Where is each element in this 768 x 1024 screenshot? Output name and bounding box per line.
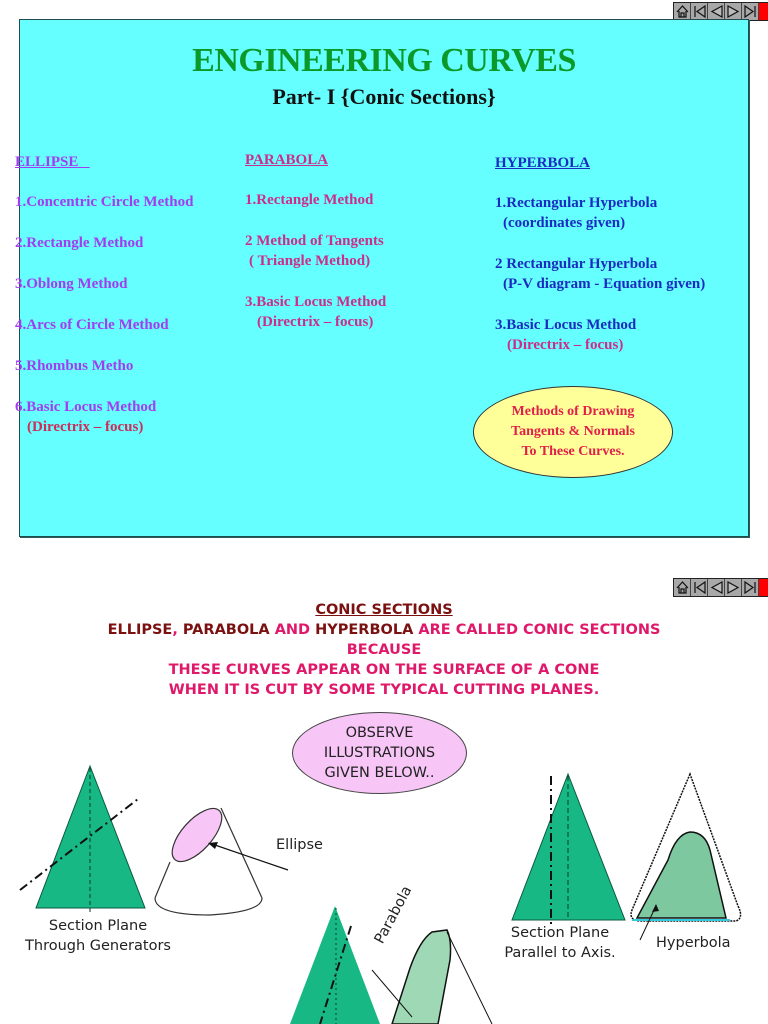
hyperbola-label: Hyperbola (656, 935, 731, 951)
section-generators-label (18, 916, 178, 956)
intro-line-4: WHEN IT IS CUT BY SOME TYPICAL CUTTING PLANES. (168, 682, 600, 698)
slide-subtitle: Part- I {Conic Sections} (272, 84, 496, 109)
hyperbola-method-2-label: 2 Rectangular Hyperbola (495, 256, 658, 272)
cone-generators-diagram (20, 766, 145, 915)
ellipse-method-4[interactable]: 4.Arcs of Circle Method (15, 317, 169, 333)
parabola-method-3-label: 3.Basic Locus Method (245, 294, 387, 310)
parabola-method-3-sub: (Directrix – focus) (257, 314, 374, 330)
ellipse-label: Ellipse (276, 837, 323, 853)
oval-line-1: Methods of Drawing (511, 404, 635, 419)
ellipse-cone-diagram (155, 800, 288, 915)
hyperbola-method-3-sub: (Directrix – focus) (507, 337, 624, 353)
section-generators-line-1: Section Plane (48, 918, 148, 934)
parabola-heading[interactable]: PARABOLA (245, 152, 329, 168)
conic-sections-heading: CONIC SECTIONS (315, 602, 453, 618)
section-axis-line-1: Section Plane (510, 925, 610, 941)
parabola-label: Parabola (371, 883, 416, 947)
hyperbola-cone-diagram (631, 774, 741, 940)
section-generators-line-2: Through Generators (25, 938, 171, 954)
cone-parabola-diagram (290, 906, 380, 1024)
parabola-method-1[interactable]: 1.Rectangle Method (245, 192, 374, 208)
slide-title: ENGINEERING CURVES (192, 42, 576, 79)
intro-line-1: ELLIPSE, PARABOLA AND HYPERBOLA ARE CALLED CONIC SECTIONS (107, 622, 661, 638)
ellipse-heading[interactable]: ELLIPSE (15, 154, 79, 170)
parabola-method-2-label: 2 Method of Tangents (245, 233, 384, 249)
section-axis-label (496, 923, 624, 963)
oval-line-3: To These Curves. (521, 444, 625, 459)
ellipse-method-2[interactable]: 2.Rectangle Method (15, 235, 144, 251)
cone-axis-diagram (512, 774, 625, 925)
hyperbola-method-1-sub: (coordinates given) (503, 215, 626, 231)
ellipse-method-6-sub: (Directrix – focus) (27, 419, 144, 435)
ellipse-method-6-label: 6.Basic Locus Method (15, 399, 157, 415)
hyperbola-method-2-sub: (P-V diagram - Equation given) (503, 276, 706, 292)
ellipse-method-1[interactable]: 1.Concentric Circle Method (15, 194, 194, 210)
observe-line-3: GIVEN BELOW.. (324, 765, 435, 781)
section-axis-line-2: Parallel to Axis. (504, 945, 616, 961)
observe-line-2: ILLUSTRATIONS (323, 745, 436, 761)
ellipse-method-3[interactable]: 3.Oblong Method (15, 276, 128, 292)
hyperbola-method-3-label: 3.Basic Locus Method (495, 317, 637, 333)
observe-line-1: OBSERVE (345, 725, 414, 741)
hyperbola-method-1-label: 1.Rectangular Hyperbola (495, 195, 658, 211)
parabola-method-2-sub: ( Triangle Method) (249, 253, 371, 269)
ellipse-method-5[interactable]: 5.Rhombus Metho (15, 358, 134, 374)
intro-line-2: BECAUSE (346, 642, 422, 658)
hyperbola-heading[interactable]: HYPERBOLA (495, 155, 591, 171)
parabola-section-diagram (372, 930, 492, 1024)
intro-line-3: THESE CURVES APPEAR ON THE SURFACE OF A CONE (168, 662, 600, 678)
oval-line-2: Tangents & Normals (511, 424, 635, 439)
